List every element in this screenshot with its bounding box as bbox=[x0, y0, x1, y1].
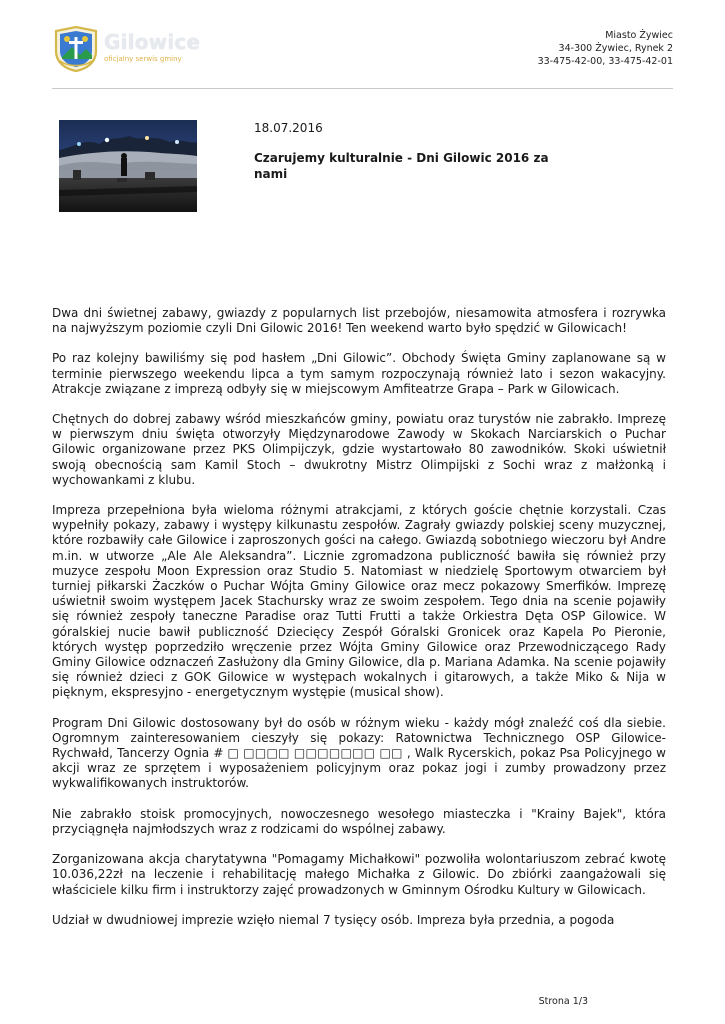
contact-city: Miasto Żywiec bbox=[605, 30, 673, 41]
article-paragraph: Zorganizowana akcja charytatywna "Pomagamy Michałkowi" pozwoliła wolontariuszom zebrać kwotę 10.036,22zł na leczenie i rehabilitację małego Michałka z Gilowic. Do zbiórki zaangażowali się właściciele kilku firm i instruktorzy zajęć prowadzonych w Gminnym Ośrodku Kultury w Gilowicach. bbox=[52, 852, 666, 897]
article-paragraph: Po raz kolejny bawiliśmy się pod hasłem „Dni Gilowic”. Obchody Święta Gminy zaplanowane są w terminie pierwszego weekendu lipca a tym samym rozpoczynają również lato i sezon wakacyjny. Atrakcje związane z imprezą odbyły się w miejscowym Amfiteatrze Grapa – Park w Gilowicach. bbox=[52, 351, 666, 396]
page-number: Strona 1/3 bbox=[538, 996, 588, 1007]
article-paragraph: Program Dni Gilowic dostosowany był do osób w różnym wieku - każdy mógł znaleźć coś dla siebie. Ogromnym zainteresowaniem cieszyły się pokazy: Ratownictwa Technicznego OSP Gilowice-Rychwałd, Tancerzy Ognia # □ □□□□ □□□□□□□ □□ , Walk Rycerskich, pokaz Psa Policyjnego w akcji wraz ze sprzętem i wyposażeniem policyjnym oraz pokaz jogi i zumby prowadzony przez wykwalifikowanych instruktorów. bbox=[52, 715, 666, 791]
article-paragraph: Impreza przepełniona była wieloma różnymi atrakcjami, z których goście chętnie korzystali. Czas wypełniły pokazy, zabawy i występy kilkunastu zespołów. Zagrały gwiazdy polskiej sceny muzycznej, które rozbawiły całe Gilowice i zaproszonych gości na całego. Gwiazdą sobotniego wieczoru był Andre m.in. w utworze „Ale Ale Aleksandra”. Licznie zgromadzona publiczność bawiła się również przy muzyce zespołu Moon Expression oraz Studio 5. Natomiast w niedzielę Sportowym otwarciem był turniej piłkarski Żaczków o Puchar Wójta Gminy Gilowice oraz mecz pokazowy Smerfików. Imprezę uświetnił swoim występem Jacek Stachursky wraz ze swoim zespołem. Tego dnia na scenie pojawiły się również zespoły taneczne Paradise oraz Tutti Frutti a także Orkiestra Dęta OSP Gilowice. W góralskiej nucie bawił publiczność Dziecięcy Zespół Góralski Gronicek oraz Kapela Po Pieronie, których występ poprzedziło wręczenie przez Wójta Gminy Gilowice oraz Przewodniczącego Rady Gminy Gilowice odznaczeń Zasłużony dla Gminy Gilowice, dla p. Mariana Adamka. Na scenie pojawiły się również dzieci z GOK Gilowice w występach wokalnych i gitarowych, a także Miko & Nija w pięknym, ekspresyjno - energetycznym występie (musical show). bbox=[52, 503, 666, 700]
coat-of-arms-icon bbox=[52, 25, 100, 73]
brand-name[interactable]: Gilowice bbox=[104, 30, 201, 54]
article-body bbox=[52, 306, 666, 928]
brand-tagline: oficjalny serwis gminy bbox=[104, 55, 182, 63]
contact-phones: 33-475-42-00, 33-475-42-01 bbox=[537, 56, 673, 67]
article-paragraph: Nie zabrakło stoisk promocyjnych, nowoczesnego wesołego miasteczka i "Krainy Bajek", która przyciągnęła najmłodszych wraz z rodzicami do wspólnej zabawy. bbox=[52, 806, 666, 836]
coat-of-arms-logo[interactable] bbox=[52, 25, 100, 73]
article-paragraph: Dwa dni świetnej zabawy, gwiazdy z popularnych list przebojów, niesamowita atmosfera i rozrywka na najwyższym poziomie czyli Dni Gilowic 2016! Ten weekend warto było spędzić w Gilowicach! bbox=[52, 306, 666, 336]
article-title[interactable]: Czarujemy kulturalnie - Dni Gilowic 2016 za nami bbox=[254, 151, 549, 181]
contact-address: 34-300 Żywiec, Rynek 2 bbox=[558, 43, 673, 54]
concert-stage-photo bbox=[59, 120, 197, 212]
article-paragraph: Chętnych do dobrej zabawy wśród mieszkańców gminy, powiatu oraz turystów nie zabrakło. Imprezę w pierwszym dniu święta otworzyły Międzynarodowe Zawody w Skokach Narciarskich o Puchar Gilowic organizowane przez PKS Olimpijczyk, gdzie wystartowało 80 zawodników. Skoki uświetnił swoją obecnością sam Kamil Stoch – dwukrotny Mistrz Olimpijski z Sochi wraz z małżonką i wychowankami z klubu. bbox=[52, 412, 666, 487]
header-divider bbox=[52, 88, 673, 89]
contact-info bbox=[538, 29, 673, 68]
article-date: 18.07.2016 bbox=[254, 121, 323, 135]
article-paragraph: Udział w dwudniowej imprezie wzięło niemal 7 tysięcy osób. Impreza była przednia, a pogoda bbox=[52, 912, 615, 927]
article-hero-image bbox=[59, 120, 197, 212]
